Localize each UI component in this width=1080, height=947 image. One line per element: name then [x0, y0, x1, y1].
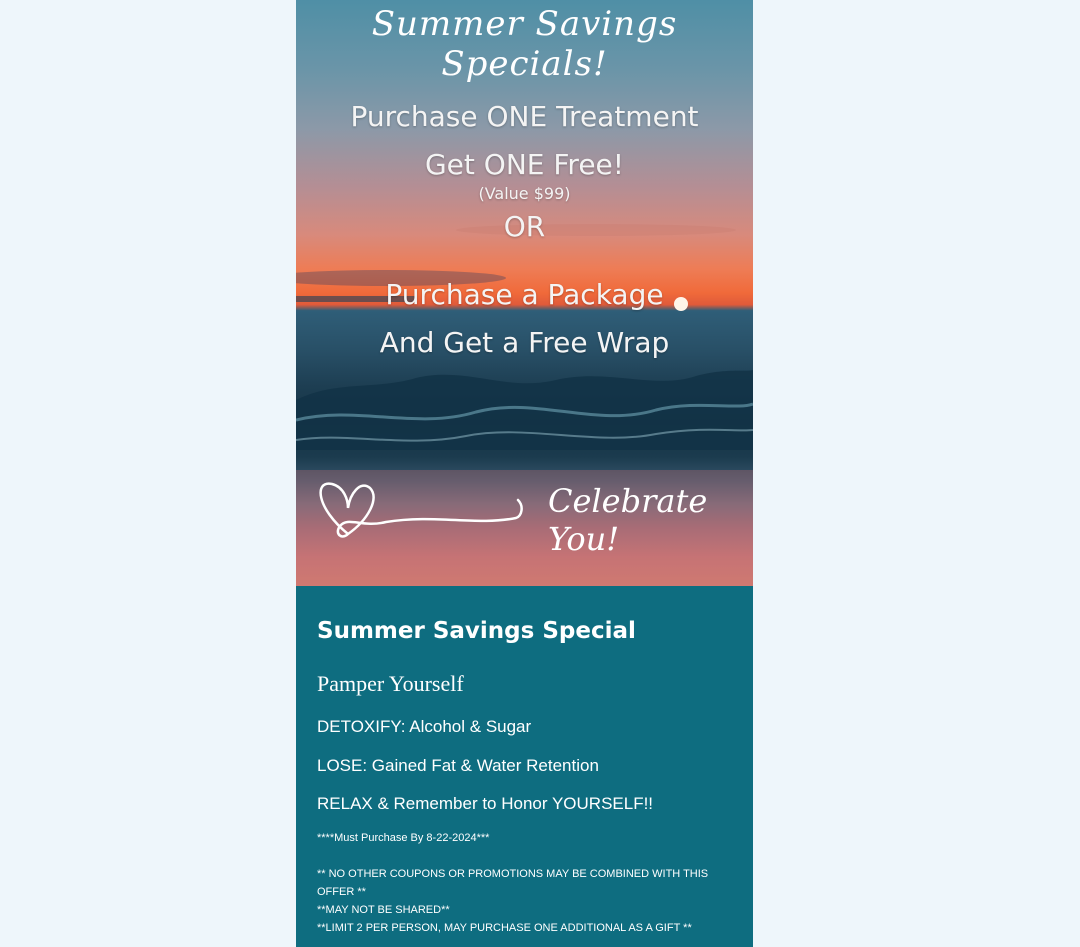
celebrate-text: Celebrate You! — [548, 482, 708, 558]
details-title: Summer Savings Special — [317, 618, 636, 644]
detoxify-line: DETOXIFY: Alcohol & Sugar — [317, 717, 532, 736]
terms-combine: ** NO OTHER COUPONS OR PROMOTIONS MAY BE COMBINED WITH THIS OFFER ** — [317, 868, 709, 898]
promo-hero-image — [296, 0, 753, 586]
relax-line: RELAX & Remember to Honor YOURSELF!! — [317, 794, 654, 813]
offer-line-2: Get ONE Free! — [424, 148, 625, 181]
terms-limit: **LIMIT 2 PER PERSON, MAY PURCHASE ONE ADDITIONAL AS A GIFT ** — [317, 922, 692, 934]
terms-block — [317, 865, 737, 937]
promo-card — [296, 0, 753, 947]
details-subtitle: Pamper Yourself — [317, 671, 464, 696]
offer-line-1: Purchase ONE Treatment — [350, 100, 699, 133]
deadline-note: ****Must Purchase By 8-22-2024*** — [317, 832, 490, 844]
offer-value: (Value $99) — [478, 184, 571, 203]
terms-share: **MAY NOT BE SHARED** — [317, 904, 450, 916]
offer-line-4: And Get a Free Wrap — [379, 326, 670, 359]
offer-or: OR — [503, 210, 546, 243]
lose-line: LOSE: Gained Fat & Water Retention — [317, 756, 599, 775]
offer-line-3: Purchase a Package — [385, 278, 664, 311]
details-panel — [296, 586, 753, 947]
script-headline: Summer Savings Specials! — [371, 4, 678, 84]
